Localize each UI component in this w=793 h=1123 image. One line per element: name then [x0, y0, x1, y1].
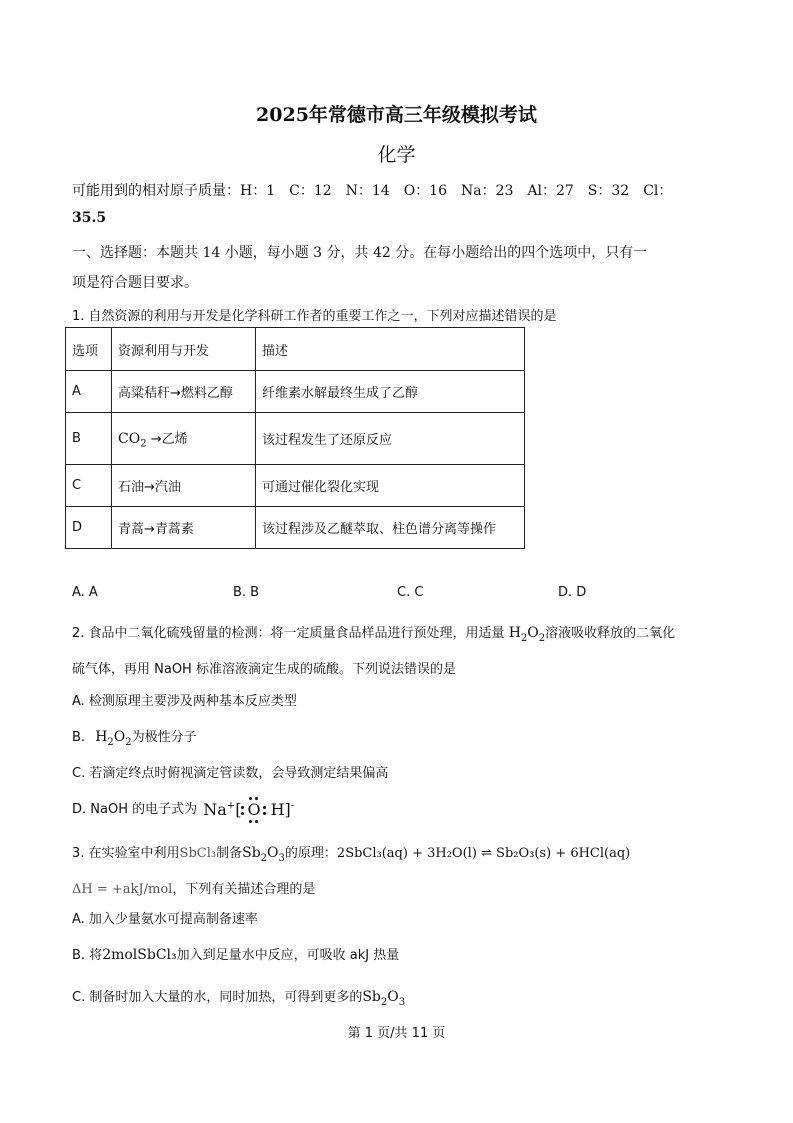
table-header-row	[66, 328, 525, 371]
h2o2-formula	[508, 625, 546, 644]
subscript: 3	[278, 852, 285, 864]
option-label: B.	[72, 730, 86, 745]
question-2-stem-2: 硫气体，再用 NaOH 标准溶液滴定生成的硫酸。下列说法错误的是	[72, 662, 456, 677]
table-row	[66, 507, 525, 549]
subscript: 2	[260, 852, 268, 864]
table-cell: 纤维素水解最终生成了乙醇	[256, 371, 525, 413]
page-footer: 第 1 页/共 11 页	[347, 1026, 446, 1041]
q2-option-c[interactable]: C. 若滴定终点时俯视滴定管读数，会导致测定结果偏高	[72, 766, 389, 781]
subscript: 2	[520, 632, 528, 644]
section-heading: 一、选择题：本题共 14 小题，每小题 3 分，共 42 分。在每小题给出的四个选项中，只有一	[72, 245, 648, 261]
subscript: 2	[538, 632, 546, 644]
q1-choice-a[interactable]: A. A	[72, 585, 98, 600]
na-symbol: Na	[203, 800, 227, 819]
table-cell: 石油→汽油	[112, 465, 256, 507]
q3-stem-part: 的原理：	[284, 846, 337, 861]
exam-title: 2025年常德市高三年级模拟考试	[256, 104, 537, 126]
q2-option-b[interactable]	[72, 726, 197, 748]
table-row	[66, 371, 525, 413]
option-text: 加入到足量水中反应，可吸收 akJ 热量	[176, 948, 400, 963]
q3-option-a[interactable]: A. 加入少量氨水可提高制备速率	[72, 912, 258, 927]
electron-dot	[241, 812, 244, 815]
option-text: C. 制备时加入大量的水，同时加热，可得到更多的	[72, 990, 363, 1005]
table-header-cell: 资源利用与开发	[112, 328, 256, 371]
o-symbol: O	[387, 989, 399, 1005]
table-cell: 高粱秸秆→燃料乙醇	[112, 371, 256, 413]
atomic-mass-line-2: 35.5	[72, 210, 107, 226]
q3-option-c[interactable]	[72, 986, 405, 1008]
table-cell: 该过程发生了还原反应	[256, 413, 525, 465]
table-cell: C	[66, 465, 112, 507]
co2-formula: CO	[118, 430, 141, 447]
q2-option-a[interactable]: A. 检测原理主要涉及两种基本反应类型	[72, 694, 297, 709]
subscript: 2	[107, 736, 114, 748]
co2-subscript: 2	[140, 438, 147, 450]
table-row	[66, 465, 525, 507]
question-3-stem-2	[72, 878, 315, 897]
sbcl3-amount: 2molSbCl₃	[102, 947, 177, 963]
table-cell: 青蒿→青蒿素	[112, 507, 256, 549]
question-1-table	[65, 327, 525, 549]
atomic-mass-line: 可能用到的相对原子质量：H：1 C：12 N：14 O：16 Na：23 Al：27 S：32 Cl：	[72, 183, 673, 199]
q3-option-b[interactable]	[72, 944, 399, 963]
sb2o3-formula	[242, 845, 285, 864]
electron-dot	[263, 812, 266, 815]
o-symbol: O	[113, 729, 126, 745]
left-bracket: [	[235, 800, 242, 819]
h2o2-formula	[95, 729, 132, 748]
reaction-equation: 2SbCl₃(aq) + 3H₂O(l) ⇌ Sb₂O₃(s) + 6HCl(aq)	[336, 846, 631, 861]
sb-symbol: Sb	[242, 845, 261, 861]
question-1-stem: 1. 自然资源的利用与开发是化学科研工作者的重要工作之一，下列对应描述错误的是	[72, 309, 557, 324]
electron-dot	[249, 820, 252, 823]
o-symbol: O	[247, 800, 261, 819]
naoh-lewis-structure	[203, 800, 294, 819]
right-bracket: ]	[284, 800, 291, 819]
q1-choice-c[interactable]: C. C	[397, 585, 424, 600]
table-cell: 可通过催化裂化实现	[256, 465, 525, 507]
q1-choice-d[interactable]: D. D	[558, 585, 587, 600]
table-row	[66, 413, 525, 465]
section-heading-2: 项是符合题目要求。	[72, 275, 198, 291]
charge-plus: +	[226, 800, 236, 812]
electron-dot	[255, 820, 258, 823]
q1-choice-b[interactable]: B. B	[233, 585, 260, 600]
table-cell: 该过程涉及乙醚萃取、柱色谱分离等操作	[256, 507, 525, 549]
electron-dot	[241, 806, 244, 809]
table-cell: B	[66, 413, 112, 465]
oxygen-with-dots	[247, 800, 260, 819]
q2-stem-part: 2. 食品中二氧化硫残留量的检测：将一定质量食品样品进行预处理，用适量	[72, 626, 505, 641]
o-symbol: O	[267, 845, 279, 861]
q3-stem-part: 3. 在实验室中利用	[72, 846, 180, 861]
h-symbol: H	[508, 625, 521, 641]
q3-stem-part: 制备	[216, 846, 243, 861]
option-text: 为极性分子	[131, 730, 197, 745]
o-symbol: O	[527, 625, 539, 641]
charge-minus: -	[290, 800, 295, 812]
question-2-stem	[72, 622, 675, 644]
table-header-cell: 描述	[256, 328, 525, 371]
sbcl3-formula: SbCl₃	[179, 846, 217, 861]
sb2o3-formula	[362, 989, 406, 1008]
h-symbol: H	[270, 800, 285, 819]
subscript: 2	[125, 736, 132, 748]
q3-stem-part: ，下列有关描述合理的是	[172, 882, 316, 897]
table-header-cell: 选项	[66, 328, 112, 371]
subscript: 3	[398, 996, 406, 1008]
table-cell-text: →乙烯	[146, 431, 188, 447]
table-cell	[112, 413, 256, 465]
q2-stem-part: 溶液吸收释放的二氧化	[545, 626, 676, 641]
exam-subject: 化学	[377, 144, 416, 166]
electron-dot	[263, 806, 266, 809]
h-symbol: H	[95, 729, 108, 745]
option-text: D. NaOH 的电子式为	[72, 802, 198, 817]
table-cell: A	[66, 371, 112, 413]
q2-option-d[interactable]	[72, 798, 294, 817]
sb-symbol: Sb	[362, 989, 381, 1005]
option-text: B. 将	[72, 948, 103, 963]
question-3-stem	[72, 842, 630, 864]
table-cell: D	[66, 507, 112, 549]
enthalpy-change: ΔH = +akJ/mol	[72, 882, 173, 897]
subscript: 2	[380, 996, 388, 1008]
